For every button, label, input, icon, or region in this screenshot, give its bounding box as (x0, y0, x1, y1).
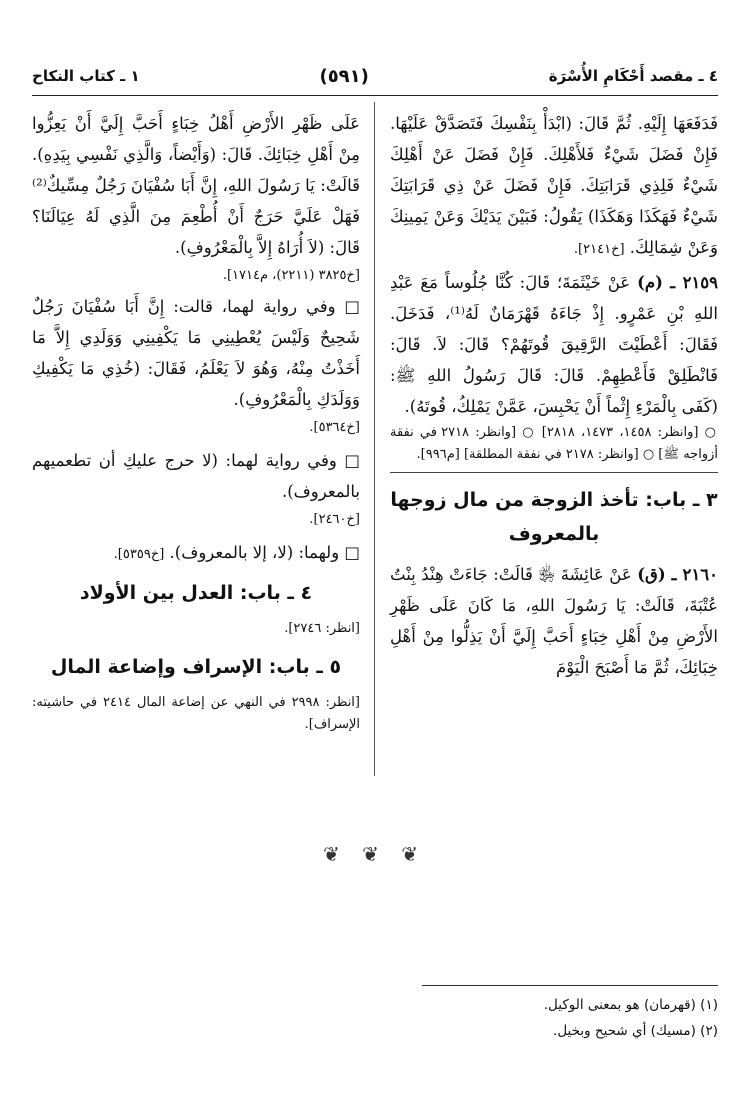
variant-1: □ وفي رواية لهما، قالت: إِنَّ أَبَا سُفْيَانَ رَجُلٌ شَحِيحٌ وَلَيْسَ يُعْطِينِي مَا يَكْفِينِي وَوَلَدِي إِلاَّ مَا أَخَذْتُ مِنْهُ، وَهُوَ لاَ يَعْلَمُ، فَقَالَ: (خُذِي مَا يَكْفِيكِ وَوَلَدَكِ بِالْمَعْرُوفِ). (32, 297, 360, 409)
variant-2-ref: [خ٢٤٦٠]. (309, 512, 360, 527)
right-column (390, 108, 718, 683)
variant-3: □ ولهما: (لا، إلا بالمعروف). [خ٥٣٥٩]. (113, 543, 360, 562)
hadith-2158-ref: [خ٢١٤١]. (573, 242, 625, 257)
chapter-5-ref: [انظر: ٢٩٩٨ في النهي عن إضاعة المال ٢٤١٤ في حاشيته: الإسراف]. (32, 695, 360, 732)
variant-3-ref: [خ٥٣٥٩]. (113, 547, 165, 562)
footnote-2: (٢) (مسيك) أي شحيح وبخيل. (553, 1023, 718, 1039)
header-volume-title: ٤ ـ مقصد أَحْكَامِ الأُسْرَة (548, 67, 718, 85)
chapter-4-ref: [انظر: ٢٧٤٦]. (284, 621, 360, 636)
page-header (32, 62, 718, 90)
section-divider (390, 472, 718, 473)
chapter-3-title: ٣ ـ باب: تأخذ الزوجة من مال زوجها بالمعروف (390, 489, 718, 545)
footnotes (300, 992, 718, 1044)
hadith-2160-continued: عَلَى ظَهْرِ الأَرْضِ أَهْلُ خِبَاءٍ أَحَبَّ إِلَيَّ أَنْ يَعِزُّوا مِنْ أَهْلِ خِبَائِكَ. قَالَ: (وَأَيْضاً، وَالَّذِي نَفْسِي بِيَدِهِ). قَالَتْ: يَا رَسُولَ اللهِ، إِنَّ أَبَا سُفْيَانَ رَجُلٌ مِسِّيكٌ⁽²⁾ فَهَلْ عَلَيَّ حَرَجٌ أَنْ أُطْعِمَ مِنَ الَّذِي لَهُ عِيَالَنَا؟ قَالَ: (لاَ أُرَاهُ إِلاَّ بِالْمَعْرُوفِ). (32, 114, 360, 257)
variant-2: □ وفي رواية لهما: (لا حرج عليكِ أن تطعميهم بالمعروف). (32, 451, 360, 501)
hadith-2160: ٢١٦٠ ـ (ق) عَنْ عَائِشَةَ ﵂ قَالَتْ: جَاءَتْ هِنْدُ بِنْتُ عُتْبَةَ، قَالَتْ: يَا رَسُولَ اللهِ، مَا كَانَ عَلَى ظَهْرِ الأَرْضِ مِنْ أَهْلِ خِبَاءٍ أَحَبَّ إِلَيَّ أَنْ يَذِلُّوا مِنْ أَهْلِ خِبَائِكَ، ثُمَّ مَا أَصْبَحَ الْيَوْمَ (390, 565, 718, 677)
hadith-2159-ref: ○ [وانظر: ١٤٥٨، ١٤٧٣، ٢٨١٨] ○ [وانظر: ٢٧١٨ في نفقة أزواجه ﷺ] ○ [وانظر: ٢١٧٨ في نفقة المطلقة] [م٩٩٦]. (390, 425, 719, 462)
column-divider (374, 102, 375, 776)
page-number: (٥٩١) (319, 65, 369, 87)
variant-1-ref: [خ٥٣٦٤]. (309, 420, 360, 435)
chapter-4-title: ٤ ـ باب: العدل بين الأولاد (79, 582, 313, 604)
chapter-5-title: ٥ ـ باب: الإسراف وإضاعة المال (50, 656, 342, 678)
hadith-2160-ref: [خ٣٨٢٥ (٢٢١١)، م١٧١٤]. (222, 268, 360, 283)
header-book-title: ١ ـ كتاب النكاح (32, 67, 140, 85)
hadith-2160-number: ٢١٦٠ ـ (ق) (637, 565, 718, 584)
left-column (32, 108, 360, 736)
ornament-divider: ❦ ❦ ❦ (323, 842, 426, 866)
hadith-2159: ٢١٥٩ ـ (م) عَنْ خَيْثَمَةَ؛ قَالَ: كُنَّا جُلُوساً مَعَ عَبْدِ اللهِ بْنِ عَمْرٍو. إِذْ جَاءَهُ قَهْرَمَانٌ لَهُ⁽¹⁾، فَدَخَلَ. فَقَالَ: أَعْطَيْتَ الرَّقِيقَ قُوتَهُمْ؟ قَالَ: لاَ. قَالَ: فَانْطَلِقْ فَأَعْطِهِمْ. قَالَ: قَالَ رَسُولُ اللهِ ﷺ: (كَفَى بِالْمَرْءِ إِثْماً أَنْ يَحْبِسَ، عَمَّنْ يَمْلِكُ، قُوتَهُ). (390, 273, 719, 416)
hadith-2159-number: ٢١٥٩ ـ (م) (637, 273, 719, 292)
header-rule (32, 95, 718, 96)
footnote-rule (422, 985, 718, 986)
footnote-1: (١) (قهرمان) هو بمعنى الوكيل. (543, 997, 718, 1013)
hadith-2158-end: فَدَفَعَهَا إِلَيْهِ. ثُمَّ قَالَ: (ابْدَأْ بِنَفْسِكَ فَتَصَدَّقْ عَلَيْهَا. فَإِنْ فَضَلَ شَيْءٌ فَلأَهْلِكَ. فَإِنْ فَضَلَ عَنْ أَهْلِكَ شَيْءٌ فَلِذِي قَرَابَتِكَ. فَإِنْ فَضَلَ عَنْ ذِي قَرَابَتِكَ شَيْءٌ فَهَكَذَا وَهَكَذَا) يَقُولُ: فَبَيْنَ يَدَيْكَ وَعَنْ يَمِينِكَ وَعَنْ شِمَالِكَ. [خ٢١٤١]. (390, 114, 718, 257)
